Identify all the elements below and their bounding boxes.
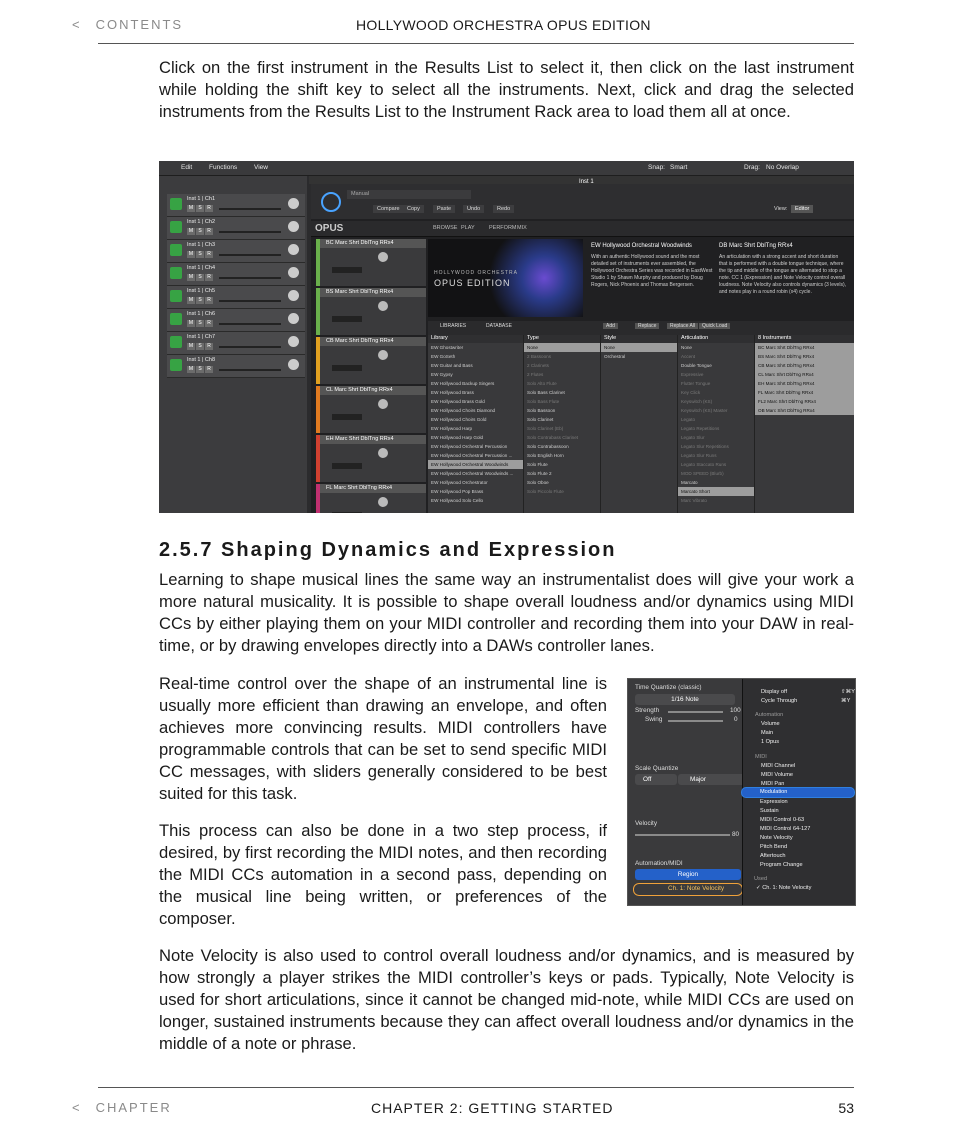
track-name: Inst 1 | Ch8: [187, 357, 216, 363]
display-off-shortcut: ⇧⌘Y: [841, 689, 856, 695]
column-row: Accent: [681, 354, 696, 359]
rack-slot: [316, 435, 426, 482]
volume-slider: [219, 323, 281, 325]
back-arrow-icon: <: [72, 17, 82, 32]
db-button: Replace All: [667, 323, 698, 329]
slot-name: CL Marc Shrt DblTng RRx4: [320, 386, 426, 395]
column-row: BC Marc Shrt DblTng RRx4: [755, 343, 854, 352]
realtime-paragraph: Real-time control over the shape of an instrumental line is usually more efficient than drawing an envelope, and often achieves more convincing results. MIDI controllers have programmable controls that can be set to send specific MIDI CC messages, with sliders generally considered to be best suited for this task.: [159, 674, 607, 803]
track-row: [167, 332, 305, 355]
track-row: [167, 286, 305, 309]
slot-output: [332, 512, 362, 513]
column-row: Expressive: [681, 372, 704, 377]
column-header: 8 Instruments: [755, 335, 854, 343]
pan-knob: [288, 290, 299, 301]
column-row: EW Hollywood Orchestral Percussion: [431, 444, 508, 449]
column-row: Solo Piccolo Flute: [527, 489, 564, 494]
logic-inspector-screenshot: [627, 678, 856, 906]
track-button: M: [188, 228, 194, 234]
column-row: EW Hollywood Harp Gold: [431, 435, 484, 440]
column-row: 2 Bassoons: [527, 354, 552, 359]
pan-knob: [288, 336, 299, 347]
footer-rule: [98, 1087, 854, 1088]
daw-screenshot: [159, 161, 854, 513]
instrument-icon: [170, 267, 182, 279]
instrument-rack: [316, 239, 422, 513]
instrument-icon: [170, 359, 182, 371]
menu-program-change: Program Change: [760, 862, 803, 868]
daw-toolbar: [159, 161, 854, 176]
column-row: Solo Contrabassoon: [527, 444, 569, 449]
menu-display-off: Display off ⇧⌘Y: [761, 689, 856, 695]
pan-knob: [288, 221, 299, 232]
column-row: Legato Slur: [681, 435, 705, 440]
page-number: 53: [838, 1100, 854, 1116]
column-row: EH Marc Shrt DblTng RRx4: [755, 379, 854, 388]
column-header: Style: [601, 335, 677, 343]
view-value: Editor: [791, 205, 813, 213]
opus-tab: MIX: [517, 225, 527, 231]
track-button: R: [205, 297, 213, 304]
note-velocity-chip-text: Ch. 1: Note Velocity: [668, 885, 725, 892]
track-name: Inst 1 | Ch5: [187, 288, 216, 294]
volume-slider: [219, 277, 281, 279]
column-row: Solo Clarinet (Eb): [527, 426, 564, 431]
volume-slider: [219, 300, 281, 302]
track-button: S: [196, 251, 204, 258]
column-row: Solo Bass Flute: [527, 399, 560, 404]
cycle-through-shortcut: ⌘Y: [841, 698, 851, 704]
column-row: Solo Flute 2: [527, 471, 552, 476]
art-line2: OPUS EDITION: [434, 278, 511, 288]
track-buttons: [187, 343, 214, 350]
strength-value: 100: [730, 707, 741, 714]
menu-midi-control-0-63: MIDI Control 0-63: [760, 817, 805, 823]
volume-slider: [219, 254, 281, 256]
track-buttons: [187, 320, 214, 327]
track-button: M: [188, 343, 194, 349]
description-panel: [591, 241, 849, 315]
menu-midi-pan: MIDI Pan: [761, 781, 785, 787]
slot-output: [332, 365, 362, 371]
volume-slider: [219, 346, 281, 348]
column-row: Solo Clarinet: [527, 417, 554, 422]
track-buttons: [187, 274, 214, 281]
column-row: EW Gypsy: [431, 372, 453, 377]
menu-cycle-through: Cycle Through ⌘Y: [761, 698, 851, 704]
plugin-topbar: [311, 184, 854, 219]
power-icon: [321, 192, 341, 212]
rack-slot: [316, 484, 426, 513]
column-header: Library: [428, 335, 523, 343]
plugin-button: Paste: [433, 205, 455, 213]
automation-midi-label: Automation/MIDI: [635, 860, 683, 867]
library-desc-title: EW Hollywood Orchestral Woodwinds: [591, 243, 692, 249]
track-button: M: [188, 274, 194, 280]
track-name: Inst 1 | Ch7: [187, 334, 216, 340]
chapter-title: CHAPTER 2: GETTING STARTED: [371, 1100, 614, 1116]
track-button: M: [188, 251, 194, 257]
column-row: Solo Flute: [527, 462, 548, 467]
track-buttons: [187, 366, 214, 373]
column-row: EW GoSeth: [431, 354, 456, 359]
drag-value: No Overlap: [766, 164, 799, 171]
rack-slot: [316, 288, 426, 335]
column-row: EW Hollywood Pop Brass: [431, 489, 484, 494]
slot-name: EH Marc Shrt DblTng RRx4: [320, 435, 426, 444]
snap-value: Smart: [670, 164, 688, 171]
column-row: Legato Slur Runs: [681, 453, 717, 458]
track-button: R: [205, 251, 213, 258]
strength-slider: [668, 711, 723, 713]
column-row: EW Hollywood Brass: [431, 390, 474, 395]
column-row: Solo Oboe: [527, 480, 549, 485]
column-row: Legato Slur Repetitions: [681, 444, 729, 449]
slot-name: BC Marc Shrt DblTng RRx4: [320, 239, 426, 248]
track-button: S: [196, 205, 204, 212]
column-row: BS Marc Shrt DblTng RRx4: [755, 352, 854, 361]
menu-note-velocity: Note Velocity: [760, 835, 793, 841]
swing-label: Swing: [645, 716, 663, 723]
menu-modulation: Modulation: [760, 789, 788, 795]
column-type: [524, 335, 601, 513]
contents-label: CONTENTS: [95, 17, 184, 32]
instrument-icon: [170, 221, 182, 233]
column-row: Marc Vibrato: [681, 498, 707, 503]
column-row: Marcato Short: [678, 487, 754, 496]
column-row: EW Hollywood Choirs Diamond: [431, 408, 496, 413]
menu-midi-channel: MIDI Channel: [761, 763, 796, 769]
track-button: R: [205, 320, 213, 327]
menu-sustain: Sustain: [760, 808, 779, 814]
column-row: None: [681, 345, 692, 350]
opus-tab: BROWSE: [433, 225, 458, 231]
track-button: M: [188, 205, 194, 211]
velocity-value: 80: [732, 831, 740, 838]
rack-slot: [316, 386, 426, 433]
menu-midi-control-64-127: MIDI Control 64-127: [760, 826, 811, 832]
menu-used-item: ✓ Ch. 1: Note Velocity: [756, 885, 812, 891]
track-row: [167, 355, 305, 378]
column-row: Key Click: [681, 390, 701, 395]
scale-off-field: Off: [635, 774, 677, 785]
opus-tab: PLAY: [461, 225, 475, 231]
column-header: Articulation: [678, 335, 754, 343]
plugin-button: Redo: [493, 205, 514, 213]
track-row: [167, 240, 305, 263]
opus-tab: PERFORM: [489, 225, 517, 231]
menu-midi-header: MIDI: [755, 754, 767, 760]
column-row: Legato Repetitions: [681, 426, 720, 431]
articulation-desc-text: An articulation with a strong accent and short duration that is performed with a double tongue technique, where the tip and middle of the tongue are alternated to stop a note. CC 1 (Expression) and Note Velocity control overall loudness. Note Velocity also controls dynamics (3 levels), and notes play in a round robin (x4) cycle.: [719, 254, 847, 295]
slot-output: [332, 414, 362, 420]
plugin-title: Inst 1: [579, 179, 594, 185]
art-line1: HOLLYWOOD ORCHESTRA: [434, 270, 518, 276]
rack-slot: [316, 239, 426, 286]
region-field: Region: [635, 869, 741, 880]
column-row: Solo Contrabass Clarinet: [527, 435, 579, 440]
column-header: Type: [524, 335, 600, 343]
column-row: EW Hollywood Harp: [431, 426, 473, 431]
header-rule: [98, 43, 854, 44]
track-row: [167, 194, 305, 217]
column-row: OB Marc Shrt DblTng RRx4: [755, 406, 854, 415]
track-button: M: [188, 320, 194, 326]
column-row: Legato Staccato Runs: [681, 462, 727, 467]
track-name: Inst 1 | Ch1: [187, 196, 216, 202]
db-tab: LIBRARIES: [440, 323, 467, 329]
chapter-label: CHAPTER: [95, 1100, 172, 1115]
track-row: [167, 263, 305, 286]
intro-paragraph: Click on the first instrument in the Results List to select it, then click on the last instrument while holding the shift key to select all the instruments. Next, click and drag the selected instruments from the Results List to the Instrument Rack area to load them all at once.: [159, 58, 854, 121]
track-row: [167, 309, 305, 332]
modulation-highlight: [741, 787, 855, 798]
column-row: MOD SPEED (Blurb): [681, 471, 724, 476]
track-button: S: [196, 320, 204, 327]
column-articulation: [678, 335, 755, 513]
plugin-window: [311, 179, 854, 513]
database-browser: [428, 321, 854, 513]
slot-output: [332, 316, 362, 322]
strength-label: Strength: [635, 707, 660, 714]
snap-label: Snap:: [648, 164, 665, 171]
library-desc-text: With an authentic Hollywood sound and the most detailed set of instruments ever assembled, the Hollywood Orchestra Series was recorded in EastWest Studio 1 by Shawn Murphy and produced by Doug Rogers, Nick Phoenix and Thomas Bergersen.: [591, 254, 713, 288]
volume-slider: [219, 208, 281, 210]
slot-knob: [378, 497, 388, 507]
slot-name: BS Marc Shrt DblTng RRx4: [320, 288, 426, 297]
volume-slider: [219, 369, 281, 371]
column-row: EW Hollywood Orchestrator: [431, 480, 488, 485]
column-instruments: [755, 335, 854, 513]
column-row: Solo Bass Clarinet: [527, 390, 565, 395]
menu-automation-header: Automation: [755, 712, 784, 718]
pan-knob: [288, 267, 299, 278]
section-heading: 2.5.7 Shaping Dynamics and Expression: [159, 539, 617, 561]
column-row: CL Marc Shrt DblTng RRx4: [755, 370, 854, 379]
articulation-desc-title: DB Marc Shrt DblTng RRx4: [719, 243, 793, 249]
track-button: M: [188, 297, 194, 303]
column-row: EW Hollywood Orchestral Percussion ...: [431, 453, 513, 458]
menu-1-opus: 1 Opus: [761, 739, 780, 745]
scale-major-field: Major: [678, 774, 747, 785]
column-library: [428, 335, 524, 513]
column-row: Solo English Horn: [527, 453, 564, 458]
db-button: Add: [603, 323, 618, 329]
track-name: Inst 1 | Ch6: [187, 311, 216, 317]
contents-link[interactable]: [72, 17, 183, 32]
shaping-paragraph: Learning to shape musical lines the same way an instrumentalist does will give your work a more natural musicality. It is possible to shape overall loudness and/or dynamics using MIDI CCs by either playing them on your MIDI controller and recording them into your DAW in real-time, or by drawing envelopes directly into a DAWs controller lanes.: [159, 570, 854, 655]
column-row: Orchestral: [604, 354, 626, 359]
view-label: View:: [774, 206, 788, 212]
preset-field: Manual: [347, 190, 471, 199]
instrument-icon: [170, 244, 182, 256]
column-style: [601, 335, 678, 513]
edit-menu: Edit: [181, 164, 193, 171]
column-row: EW Hollywood Backup Singers: [431, 381, 495, 386]
instrument-icon: [170, 290, 182, 302]
track-button: R: [205, 228, 213, 235]
column-row: EW Hollywood Solo Cello: [431, 498, 484, 503]
swing-slider: [668, 720, 723, 722]
column-row: EW Hollywood Brass Gold: [431, 399, 485, 404]
column-row: Marcato: [681, 480, 698, 485]
column-row: EW Hollywood Orchestral Woodwinds: [428, 460, 523, 469]
opus-artwork: [428, 239, 583, 317]
column-row: Legato: [681, 417, 696, 422]
column-row: 2 Clarinets: [527, 363, 549, 368]
column-row: FL Marc Shrt DblTng RRx4: [755, 388, 854, 397]
track-button: R: [205, 343, 213, 350]
pan-knob: [288, 198, 299, 209]
track-name: Inst 1 | Ch2: [187, 219, 216, 225]
menu-midi-volume: MIDI Volume: [761, 772, 794, 778]
column-row: 2 Flutes: [527, 372, 544, 377]
column-row: FL2 Marc Shrt DblTng RRx4: [755, 397, 854, 406]
db-button: Replace: [635, 323, 659, 329]
instrument-icon: [170, 313, 182, 325]
opus-bar: [311, 221, 854, 237]
track-buttons: [187, 297, 214, 304]
volume-slider: [219, 231, 281, 233]
track-name: Inst 1 | Ch4: [187, 265, 216, 271]
velocity-paragraph: Note Velocity is also used to control overall loudness and/or dynamics, and is measured by how strongly a player strikes the MIDI controller’s keys or pads. Typically, Note Velocity is used for short articulations, since it cannot be changed mid-note, while MIDI CCs are used on longer, sustained instruments because they can affect overall loudness and/or dynamics in the middle of a note or phrase.: [159, 946, 854, 1053]
track-button: S: [196, 228, 204, 235]
db-button: Quick Load: [699, 323, 730, 329]
slot-knob: [378, 399, 388, 409]
track-button: S: [196, 343, 204, 350]
plugin-button: Copy: [403, 205, 424, 213]
track-buttons: [187, 205, 214, 212]
document-title: HOLLYWOOD ORCHESTRA OPUS EDITION: [356, 17, 651, 33]
column-row: Keyswitch (KS) Master: [681, 408, 728, 413]
column-row: CB Marc Shrt DblTng RRx4: [755, 361, 854, 370]
menu-pitch-bend: Pitch Bend: [760, 844, 788, 850]
pan-knob: [288, 244, 299, 255]
view-menu: View: [254, 164, 268, 171]
db-tab: DATABASE: [486, 323, 512, 329]
slot-knob: [378, 301, 388, 311]
time-quantize-field: 1/16 Note: [635, 694, 735, 705]
slot-knob: [378, 448, 388, 458]
twostep-paragraph: This process can also be done in a two step process, if desired, by first recording the MIDI notes, and then recording the MIDI CCs automation in a second pass, depending on the musical line being written, or preferences of the composer.: [159, 821, 607, 928]
instrument-icon: [170, 336, 182, 348]
slot-output: [332, 267, 362, 273]
velocity-slider: [635, 834, 730, 836]
track-buttons: [187, 228, 214, 235]
chapter-link[interactable]: [72, 1100, 172, 1115]
slot-output: [332, 463, 362, 469]
slot-name: FL Marc Shrt DblTng RRx4: [320, 484, 426, 493]
track-button: S: [196, 366, 204, 373]
rack-slot: [316, 337, 426, 384]
column-row: None: [601, 343, 677, 352]
instrument-icon: [170, 198, 182, 210]
time-quantize-label: Time Quantize (classic): [635, 684, 702, 691]
plugin-button: Undo: [463, 205, 484, 213]
column-row: EW Guitar and Bass: [431, 363, 473, 368]
menu-volume: Volume: [761, 721, 780, 727]
scale-quantize-label: Scale Quantize: [635, 765, 679, 772]
track-list: [159, 176, 307, 513]
column-row: Double Tongue: [681, 363, 712, 368]
track-name: Inst 1 | Ch3: [187, 242, 216, 248]
track-button: M: [188, 366, 194, 372]
pan-knob: [288, 359, 299, 370]
opus-logo: OPUS: [315, 223, 344, 234]
column-row: EW Hollywood Orchestral Woodwinds ...: [431, 471, 514, 476]
column-row: None: [524, 343, 600, 352]
column-row: Keyswitch (KS): [681, 399, 713, 404]
plugin-button: Compare: [373, 205, 404, 213]
slot-knob: [378, 350, 388, 360]
column-row: EW Hollywood Choirs Gold: [431, 417, 487, 422]
track-buttons: [187, 251, 214, 258]
chapter-arrow-icon: <: [72, 1100, 82, 1115]
track-button: R: [205, 205, 213, 212]
column-row: Flutter Tongue: [681, 381, 711, 386]
pan-knob: [288, 313, 299, 324]
menu-aftertouch: Aftertouch: [760, 853, 786, 859]
menu-expression: Expression: [760, 799, 788, 805]
menu-used-header: Used: [754, 876, 768, 882]
track-row: [167, 217, 305, 240]
track-button: R: [205, 274, 213, 281]
drag-label: Drag:: [744, 164, 760, 171]
slot-name: CB Marc Shrt DblTng RRx4: [320, 337, 426, 346]
track-button: S: [196, 274, 204, 281]
functions-menu: Functions: [209, 164, 238, 171]
slot-knob: [378, 252, 388, 262]
track-button: R: [205, 366, 213, 373]
column-row: Solo Bassoon: [527, 408, 556, 413]
column-row: EW Ghostwriter: [431, 345, 464, 350]
velocity-label: Velocity: [635, 820, 658, 827]
swing-value: 0: [734, 716, 738, 723]
column-row: Solo Alto Flute: [527, 381, 557, 386]
track-button: S: [196, 297, 204, 304]
menu-main: Main: [761, 730, 774, 736]
